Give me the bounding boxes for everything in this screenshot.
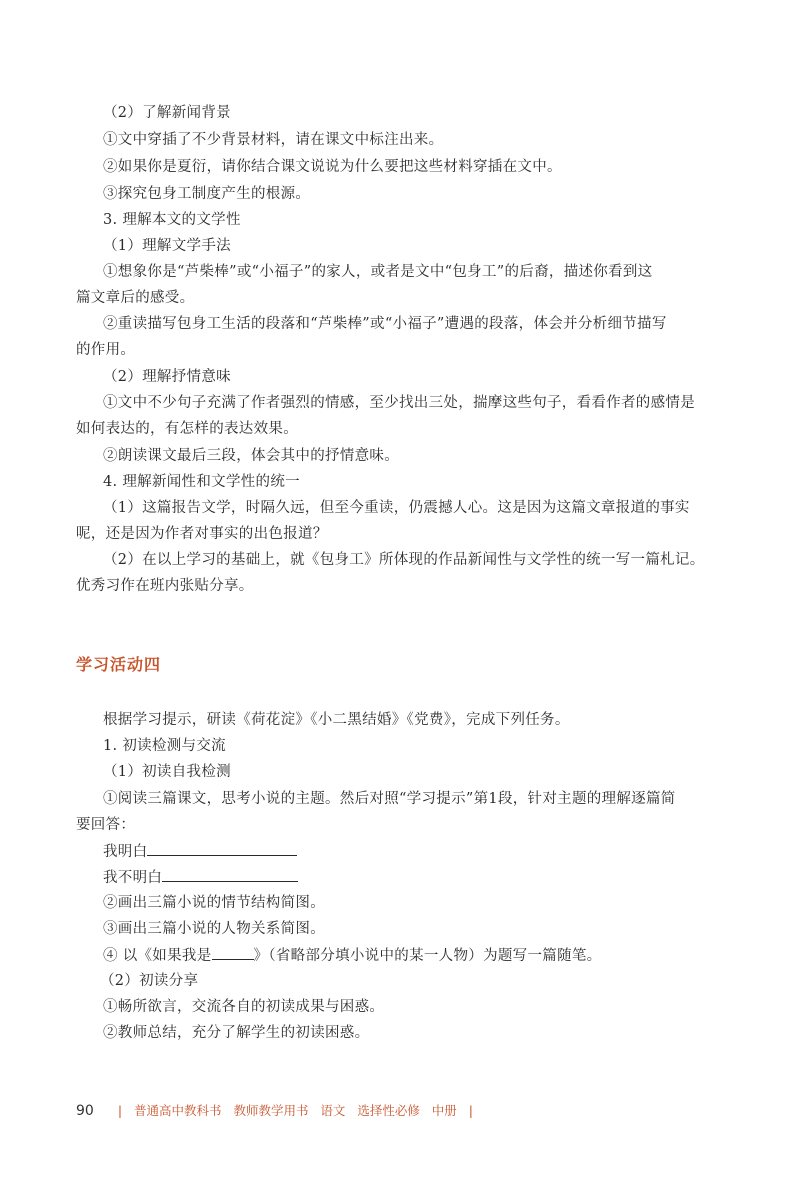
divider: | (468, 1103, 473, 1118)
page-footer (76, 1102, 481, 1120)
text-line: ②教师总结，充分了解学生的初读困惑。 (103, 1025, 370, 1041)
text-line: 根据学习提示，研读《荷花淀》《小二黑结婚》《党费》，完成下列任务。 (103, 712, 570, 728)
essay-topic-line (103, 945, 601, 966)
section-title: 学习活动四 (76, 655, 162, 674)
text-line: 要回答： (76, 817, 136, 833)
text-line: ②朗读课文最后三段，体会其中的抒情意味。 (103, 448, 399, 464)
text-line: ①文中穿插了不少背景材料，请在课文中标注出来。 (103, 132, 444, 148)
text-line: 呢，还是因为作者对事实的出色报道？ (76, 526, 328, 542)
text-line: （2）了解新闻背景 (103, 105, 231, 121)
text-line: 3. 理解本文的文学性 (103, 212, 241, 228)
divider: | (117, 1103, 123, 1118)
answer-label: 我明白 (103, 844, 148, 860)
text-line: （2）初读分享 (100, 973, 199, 989)
footer-volume: 选择性必修 (357, 1103, 420, 1118)
answer-line-not-understand (103, 867, 298, 888)
text-line: （1）初读自我检测 (103, 764, 231, 780)
text-line: （1）这篇报告文学，时隔久远，但至今重读，仍震撼人心。这是因为这篇文章报道的事实 (103, 500, 690, 516)
footer-book: 普通高中教科书 (134, 1103, 222, 1118)
text-line: （2）理解抒情意味 (103, 369, 231, 385)
text-line: ②如果你是夏衍，请你结合课文说说为什么要把这些材料穿插在文中。 (103, 159, 562, 175)
text-line: ①文中不少句子充满了作者强烈的情感，至少找出三处，揣摩这些句子，看看作者的感情是 (103, 395, 695, 411)
text-line: ①畅所欲言，交流各自的初读成果与困惑。 (103, 999, 385, 1015)
text-line: （2）在以上学习的基础上，就《包身工》所体现的作品新闻性与文学性的统一写一篇札记。 (103, 552, 705, 568)
answer-blank[interactable] (162, 867, 298, 882)
text-line: ①想象你是“芦柴棒”或“小福子”的家人，或者是文中“包身工”的后裔，描述你看到这 (103, 264, 653, 280)
text-line: 1. 初读检测与交流 (103, 738, 226, 754)
page-number: 90 (76, 1103, 94, 1119)
footer-subject: 语文 (320, 1103, 346, 1118)
name-blank[interactable] (212, 945, 254, 960)
answer-line-understand (103, 841, 297, 862)
text-segment: 》（省略部分填小说中的某一人物）为题写一篇随笔。 (253, 948, 602, 964)
text-line: 篇文章后的感受。 (76, 290, 195, 306)
text-line: 的作用。 (76, 342, 136, 358)
answer-label: 我不明白 (103, 870, 163, 886)
footer-type: 教师教学用书 (233, 1103, 309, 1118)
text-line: ①阅读三篇课文，思考小说的主题。然后对照“学习提示”第1段，针对主题的理解逐篇简 (103, 791, 676, 807)
text-line: ②重读描写包身工生活的段落和“芦柴棒”或“小福子”遭遇的段落，体会并分析细节描写 (103, 316, 667, 332)
text-line: ③画出三篇小说的人物关系简图。 (103, 921, 325, 937)
footer-part: 中册 (431, 1103, 457, 1118)
text-line: ③探究包身工制度产生的根源。 (103, 186, 311, 202)
text-line: 优秀习作在班内张贴分享。 (76, 578, 254, 594)
text-line: 4. 理解新闻性和文学性的统一 (103, 474, 300, 490)
text-segment: ④ 以《如果我是 (103, 948, 212, 964)
answer-blank[interactable] (147, 841, 297, 856)
text-line: 如何表达的，有怎样的表达效果。 (76, 421, 298, 437)
text-line: （1）理解文学手法 (103, 238, 231, 254)
text-line: ②画出三篇小说的情节结构简图。 (103, 895, 325, 911)
